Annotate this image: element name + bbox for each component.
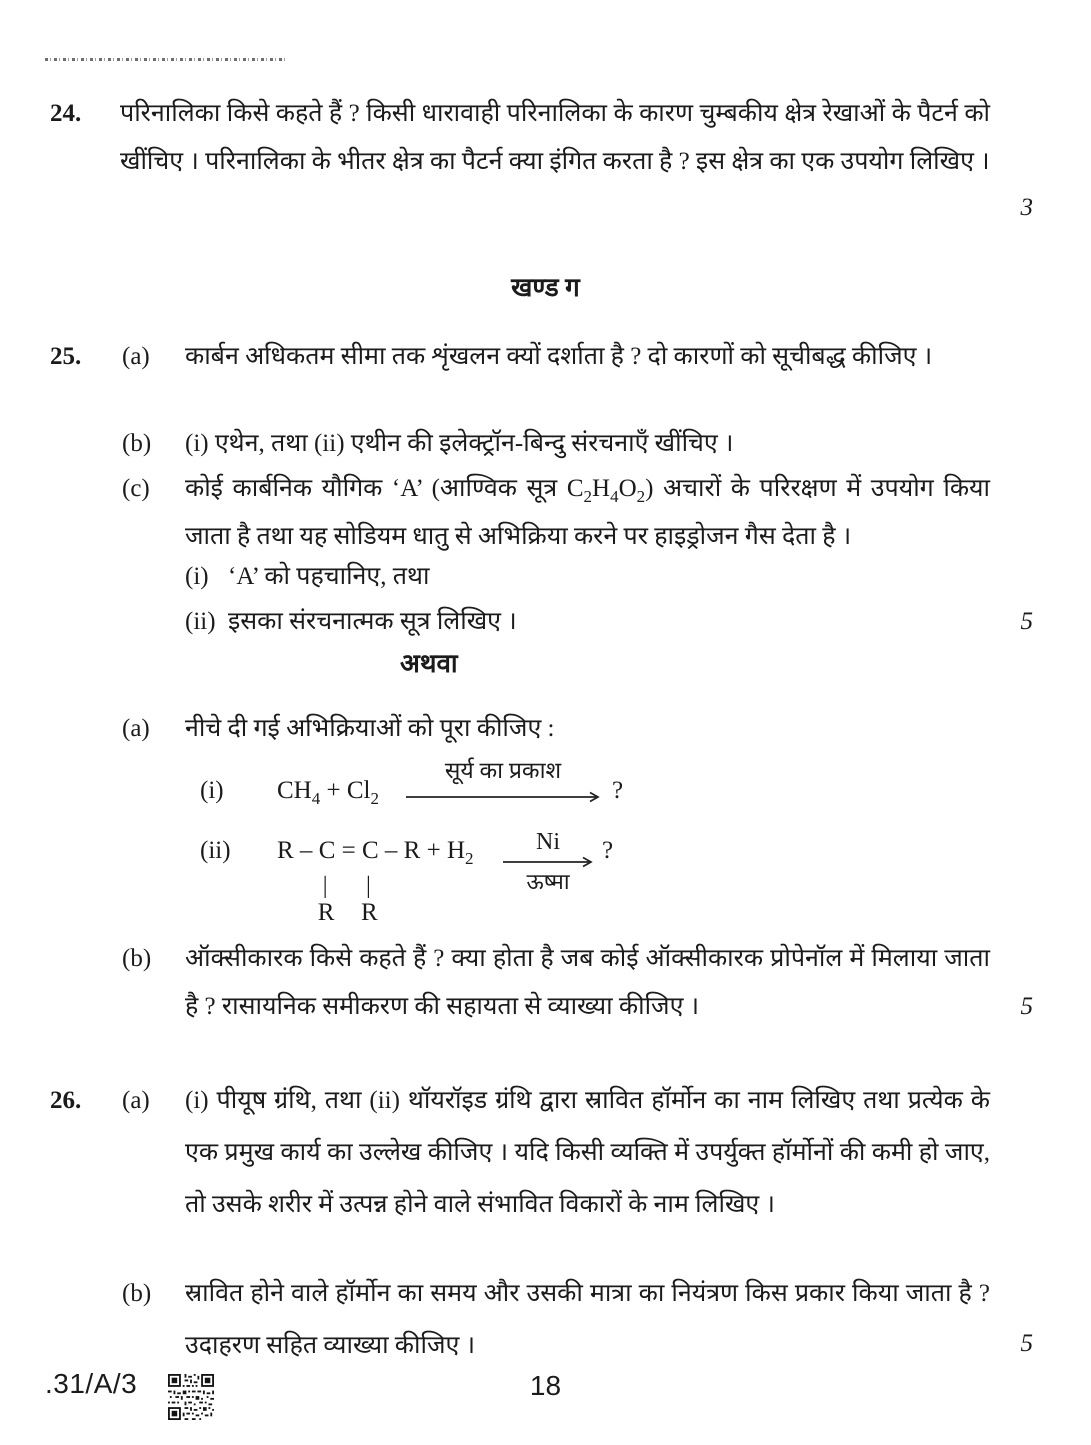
carbon-1 xyxy=(317,834,336,926)
chemical-formula xyxy=(566,475,646,506)
question-26b-marks: 5 xyxy=(1020,1330,1033,1357)
reaction-2-arrow xyxy=(500,830,596,896)
question-25-alt-b-marks: 5 xyxy=(1020,993,1033,1020)
question-25-alt-b-label: (b) xyxy=(122,945,152,972)
formula-sub-2b: 2 xyxy=(636,487,646,506)
bond-2: | xyxy=(365,873,371,899)
question-26b xyxy=(0,1268,1091,1372)
question-26a xyxy=(0,1075,1091,1283)
question-25c-text xyxy=(185,465,990,561)
question-25a xyxy=(0,333,1091,429)
reactant-cl-sub: 2 xyxy=(370,789,379,808)
reaction-1 xyxy=(0,756,1091,820)
reaction-2-condition: ऊष्मा xyxy=(526,869,570,894)
formula-c: C xyxy=(566,475,584,502)
question-25a-text: कार्बन अधिकतम सीमा तक शृंखलन क्यों दर्शाता है ? दो कारणों को सूचीबद्ध कीजिए । xyxy=(185,343,933,370)
carbon-2 xyxy=(360,834,379,926)
question-25c-text-post: ) अचारों के परिरक्षण में उपयोग किया जाता है तथा यह सोडियम धातु से अभिक्रिया करने पर हाइड्रोजन गैस देता है । xyxy=(185,475,990,550)
formula-sub-4: 4 xyxy=(610,487,619,506)
substituent-r1: R xyxy=(317,899,335,926)
question-25c-label: (c) xyxy=(122,475,150,502)
question-26-number: 26. xyxy=(50,1087,82,1114)
paper-code: .31/A/3 xyxy=(45,1368,138,1399)
question-25-alt-a-label: (a) xyxy=(122,715,150,742)
reactant-r2-h: – R + H xyxy=(378,837,465,864)
reaction-2-product: ? xyxy=(602,837,614,864)
question-24 xyxy=(0,90,1091,238)
question-25c-ii xyxy=(0,598,1091,646)
question-25c xyxy=(0,465,1091,561)
double-bond: = xyxy=(335,837,362,864)
reaction-1-product: ? xyxy=(612,777,624,804)
reaction-1-reactants xyxy=(277,774,379,808)
reactant-r1: R – xyxy=(277,837,319,864)
question-26b-label: (b) xyxy=(122,1280,152,1307)
question-25b-text: (i) एथेन, तथा (ii) एथीन की इलेक्ट्रॉन-बिन्दु संरचनाएँ खींचिए । xyxy=(185,430,734,457)
reaction-1-condition: सूर्य का प्रकाश xyxy=(444,758,562,783)
reaction-1-arrow xyxy=(405,756,601,803)
carbon-1-atom: C xyxy=(318,837,336,864)
reactant-h-sub: 2 xyxy=(465,849,474,868)
section-heading: खण्ड ग xyxy=(511,273,580,302)
question-25a-label: (a) xyxy=(122,343,150,370)
question-25-alt-a xyxy=(0,705,1091,753)
question-24-marks: 3 xyxy=(1020,194,1033,221)
question-25-alt-b xyxy=(0,935,1091,1031)
question-25-alt-b-text: ऑक्सीकारक किसे कहते हैं ? क्या होता है जब कोई ऑक्सीकारक प्रोपेनॉल में मिलाया जाता है ? रासायनिक समीकरण की सहायता से व्याख्या कीजिए । xyxy=(185,945,990,1020)
bond-1: | xyxy=(322,873,328,899)
question-25-number: 25. xyxy=(50,343,82,370)
reactant-ch-sub: 4 xyxy=(311,789,321,808)
reaction-2-label: (ii) xyxy=(200,837,231,864)
or-heading: अथवा xyxy=(400,649,458,678)
question-25b xyxy=(0,420,1091,468)
question-24-number: 24. xyxy=(50,100,82,127)
substituent-r2: R xyxy=(360,899,378,926)
reactant-ch: CH xyxy=(277,777,312,804)
security-microtext-line xyxy=(45,58,286,61)
formula-o: O xyxy=(618,475,637,502)
reaction-1-label: (i) xyxy=(200,777,224,804)
question-25c-ii-text: इसका संरचनात्मक सूत्र लिखिए । xyxy=(228,608,517,635)
reactant-cl: + Cl xyxy=(320,777,371,804)
question-26b-text: स्रावित होने वाले हॉर्मोन का समय और उसकी मात्रा का नियंत्रण किस प्रकार किया जाता है ? उदाहरण सहित व्याख्या कीजिए । xyxy=(185,1280,990,1359)
question-25c-i-label: (i) xyxy=(185,563,209,590)
right-arrow-icon xyxy=(405,791,601,803)
reaction-2-catalyst: Ni xyxy=(536,829,560,855)
question-26a-text: (i) पीयूष ग्रंथि, तथा (ii) थॉयरॉइड ग्रंथि द्वारा स्रावित हॉर्मोन का नाम लिखिए तथा प्रत्येक के एक प्रमुख कार्य का उल्लेख कीजिए । यदि किसी व्यक्ति में उपर्युक्त हॉर्मोनों की कमी हो जाए, तो उसके शरीर में उत्पन्न होने वाले संभावित विकारों के नाम लिखिए । xyxy=(185,1087,990,1218)
question-24-text: परिनालिका किसे कहते हैं ? किसी धारावाही परिनालिका के कारण चुम्बकीय क्षेत्र रेखाओं के पैटर्न को खींचिए । परिनालिका के भीतर क्षेत्र का पैटर्न क्या इंगित करता है ? इस क्षेत्र का एक उपयोग लिखिए । xyxy=(120,100,990,175)
question-25c-ii-label: (ii) xyxy=(185,608,216,635)
right-arrow-icon xyxy=(502,856,594,868)
question-25-marks: 5 xyxy=(1020,608,1033,635)
question-26a-label: (a) xyxy=(122,1087,150,1114)
question-25-alt-a-text: नीचे दी गई अभिक्रियाओं को पूरा कीजिए : xyxy=(185,715,555,742)
question-25b-label: (b) xyxy=(122,430,152,457)
question-25c-i xyxy=(0,553,1091,601)
formula-sub-2: 2 xyxy=(583,487,592,506)
page-number: 18 xyxy=(529,1370,562,1401)
formula-h: H xyxy=(592,475,611,502)
reaction-2 xyxy=(0,830,1091,932)
reaction-2-reactants xyxy=(277,834,474,926)
question-25c-i-text: ‘A’ को पहचानिए, तथा xyxy=(228,563,430,590)
carbon-2-atom: C xyxy=(361,837,379,864)
question-25c-text-pre: कोई कार्बनिक यौगिक ‘A’ (आण्विक सूत्र xyxy=(185,475,567,502)
